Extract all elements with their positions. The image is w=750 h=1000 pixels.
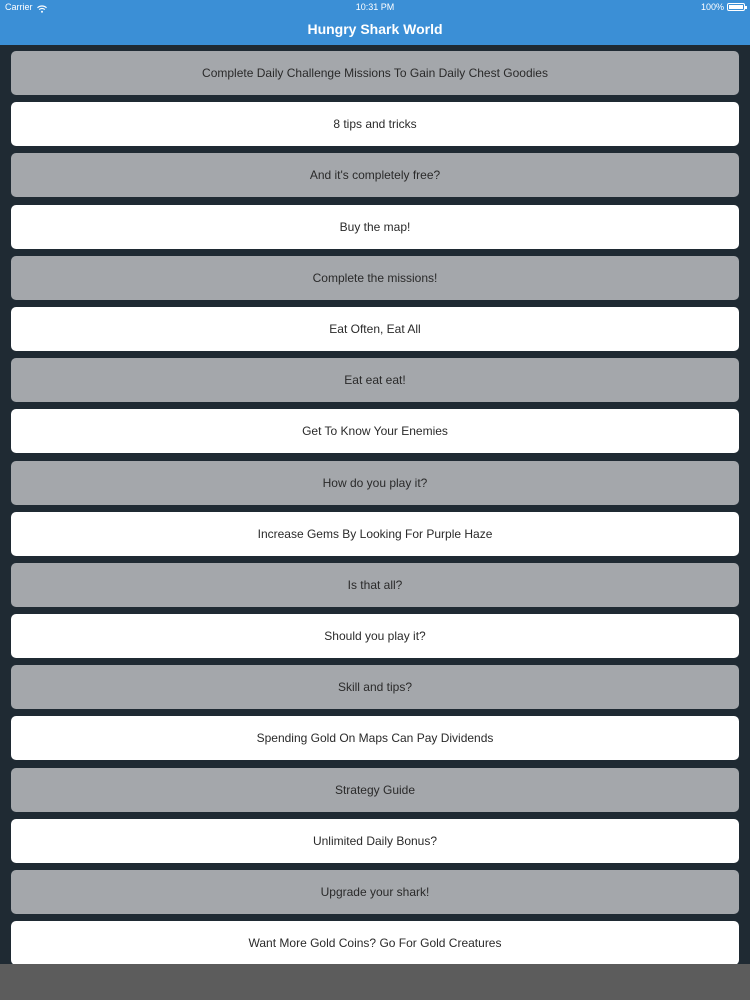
list-item-label: And it's completely free? bbox=[309, 168, 441, 183]
status-time: 10:31 PM bbox=[355, 2, 395, 12]
list-item-label: Unlimited Daily Bonus? bbox=[312, 833, 438, 848]
list-item-label: How do you play it? bbox=[322, 475, 428, 490]
navigation-bar bbox=[0, 14, 750, 45]
list-item-label: Complete Daily Challenge Missions To Gain Daily Chest Goodies bbox=[202, 66, 548, 80]
list-item[interactable] bbox=[11, 102, 739, 146]
status-right bbox=[701, 0, 745, 14]
list-item[interactable] bbox=[11, 819, 739, 863]
list-item[interactable] bbox=[11, 563, 739, 607]
list-item-label: Should you play it? bbox=[324, 629, 426, 644]
list-item[interactable] bbox=[11, 665, 739, 709]
list-item[interactable] bbox=[11, 409, 739, 453]
list-item-label: Want More Gold Coins? Go For Gold Creatures bbox=[248, 936, 502, 951]
list-item[interactable] bbox=[11, 205, 739, 249]
list-item-label: Skill and tips? bbox=[337, 680, 413, 695]
battery-icon bbox=[727, 3, 745, 11]
carrier-label: Carrier bbox=[5, 2, 33, 12]
list-item[interactable] bbox=[11, 768, 739, 812]
list-item[interactable] bbox=[11, 614, 739, 658]
battery-percent: 100% bbox=[700, 2, 724, 12]
list-item[interactable] bbox=[11, 921, 739, 964]
list-item-label: Buy the map! bbox=[339, 219, 411, 234]
list-item[interactable] bbox=[11, 307, 739, 351]
list-item[interactable] bbox=[11, 358, 739, 402]
list-item-label: Is that all? bbox=[347, 577, 403, 592]
list-item[interactable] bbox=[11, 870, 739, 914]
list-item[interactable] bbox=[11, 461, 739, 505]
list-item[interactable] bbox=[11, 512, 739, 556]
list-item[interactable] bbox=[11, 716, 739, 760]
page-title: Hungry Shark World bbox=[307, 21, 443, 37]
bottom-bar bbox=[0, 964, 750, 1000]
list-item[interactable] bbox=[11, 256, 739, 300]
list-item-label: Eat eat eat! bbox=[344, 373, 406, 388]
list-item-label: Strategy Guide bbox=[334, 782, 416, 797]
list-item[interactable] bbox=[11, 153, 739, 197]
list-item-label: Increase Gems By Looking For Purple Haze bbox=[257, 526, 493, 541]
status-bar bbox=[0, 0, 750, 14]
list-item[interactable] bbox=[11, 51, 739, 95]
list-item-label: Eat Often, Eat All bbox=[329, 321, 421, 336]
list-item-label: Complete the missions! bbox=[312, 270, 438, 285]
tips-list bbox=[11, 51, 739, 964]
list-item-label: Spending Gold On Maps Can Pay Dividends bbox=[256, 731, 494, 746]
list-item-label: Get To Know Your Enemies bbox=[302, 424, 448, 439]
list-item-label: 8 tips and tricks bbox=[333, 117, 417, 132]
list-item-label: Upgrade your shark! bbox=[320, 885, 430, 899]
